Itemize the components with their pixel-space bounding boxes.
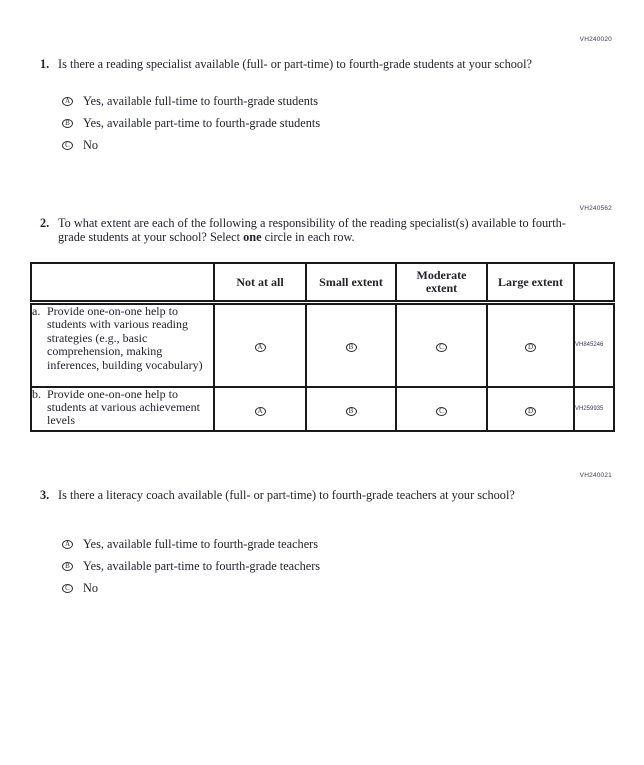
row-b-letter: b. <box>32 386 41 401</box>
accession-code-q3: VH240021 <box>579 472 612 479</box>
accession-code-q2: VH240562 <box>579 205 612 212</box>
row-a-letter: a. <box>32 304 41 318</box>
q3-option-a-label: Yes, available full-time to fourth-grade teachers <box>83 537 319 551</box>
question-2-text <box>58 216 570 244</box>
col-header-code-blank <box>574 263 614 303</box>
radio-bubble-d-icon[interactable]: D <box>525 343 536 352</box>
row-b-accession-code: VH259935 <box>574 387 614 431</box>
radio-bubble-b-icon[interactable]: B <box>62 119 73 128</box>
q3-option-a[interactable] <box>62 538 320 551</box>
accession-code-q1: VH240020 <box>579 36 612 43</box>
q3-option-c-label: No <box>83 581 99 595</box>
row-b-not-at-all-cell[interactable] <box>214 387 306 431</box>
row-b-text: Provide one-on-one help to students at various achievement levels <box>47 386 200 428</box>
q3-option-c[interactable] <box>62 582 320 595</box>
table-row <box>31 387 614 431</box>
table-row <box>31 303 614 387</box>
extent-rating-table <box>30 262 615 432</box>
table-corner-cell <box>31 263 214 303</box>
table-header-row <box>31 263 614 303</box>
row-b-moderate-extent-cell[interactable] <box>396 387 487 431</box>
row-b-label-cell <box>31 387 214 431</box>
radio-bubble-a-icon[interactable]: A <box>62 540 73 549</box>
q1-option-c[interactable] <box>62 139 320 152</box>
q1-option-b[interactable] <box>62 117 320 130</box>
radio-bubble-a-icon[interactable]: A <box>255 407 266 416</box>
question-1-number: 1. <box>40 57 50 71</box>
question-3 <box>40 488 570 502</box>
question-2-text-part2: circle in each row. <box>261 230 355 244</box>
radio-bubble-d-icon[interactable]: D <box>525 407 536 416</box>
radio-bubble-a-icon[interactable]: A <box>62 97 73 106</box>
col-header-not-at-all: Not at all <box>214 263 306 303</box>
radio-bubble-c-icon[interactable]: C <box>62 584 73 593</box>
q1-option-a-label: Yes, available full-time to fourth-grade students <box>83 94 319 108</box>
question-3-number: 3. <box>40 488 50 502</box>
question-2-text-part1: To what extent are each of the following a responsibility of the reading specialist(s) available to fourth-grade students at your school? Select <box>58 216 566 244</box>
question-2-number: 2. <box>40 216 50 230</box>
question-3-text: Is there a literacy coach available (full- or part-time) to fourth-grade teachers at your school? <box>58 488 515 502</box>
row-b-small-extent-cell[interactable] <box>306 387 396 431</box>
row-a-not-at-all-cell[interactable] <box>214 303 306 387</box>
radio-bubble-c-icon[interactable]: C <box>436 343 447 352</box>
question-2 <box>40 216 570 244</box>
row-a-label-cell <box>31 303 214 387</box>
radio-bubble-b-icon[interactable]: B <box>346 343 357 352</box>
row-a-small-extent-cell[interactable] <box>306 303 396 387</box>
question-1-options <box>62 95 320 161</box>
q1-option-c-label: No <box>83 138 99 152</box>
radio-bubble-b-icon[interactable]: B <box>62 562 73 571</box>
question-2-text-bold: one <box>243 230 262 244</box>
row-a-large-extent-cell[interactable] <box>487 303 574 387</box>
radio-bubble-b-icon[interactable]: B <box>346 407 357 416</box>
col-header-small-extent: Small extent <box>306 263 396 303</box>
row-b-large-extent-cell[interactable] <box>487 387 574 431</box>
row-a-moderate-extent-cell[interactable] <box>396 303 487 387</box>
radio-bubble-c-icon[interactable]: C <box>62 141 73 150</box>
q3-option-b-label: Yes, available part-time to fourth-grade teachers <box>83 559 321 573</box>
question-1-text: Is there a reading specialist available (full- or part-time) to fourth-grade students at your school? <box>58 57 532 71</box>
radio-bubble-c-icon[interactable]: C <box>436 407 447 416</box>
q1-option-b-label: Yes, available part-time to fourth-grade students <box>83 116 321 130</box>
radio-bubble-a-icon[interactable]: A <box>255 343 266 352</box>
question-1 <box>40 57 570 71</box>
col-header-large-extent: Large extent <box>487 263 574 303</box>
col-header-moderate-extent: Moderate extent <box>396 263 487 303</box>
row-a-accession-code: VH845246 <box>574 303 614 387</box>
question-3-options <box>62 538 320 604</box>
q3-option-b[interactable] <box>62 560 320 573</box>
q1-option-a[interactable] <box>62 95 320 108</box>
row-a-text: Provide one-on-one help to students with various reading strategies (e.g., basic comprehension, making inferences, building vocabulary) <box>47 304 203 372</box>
